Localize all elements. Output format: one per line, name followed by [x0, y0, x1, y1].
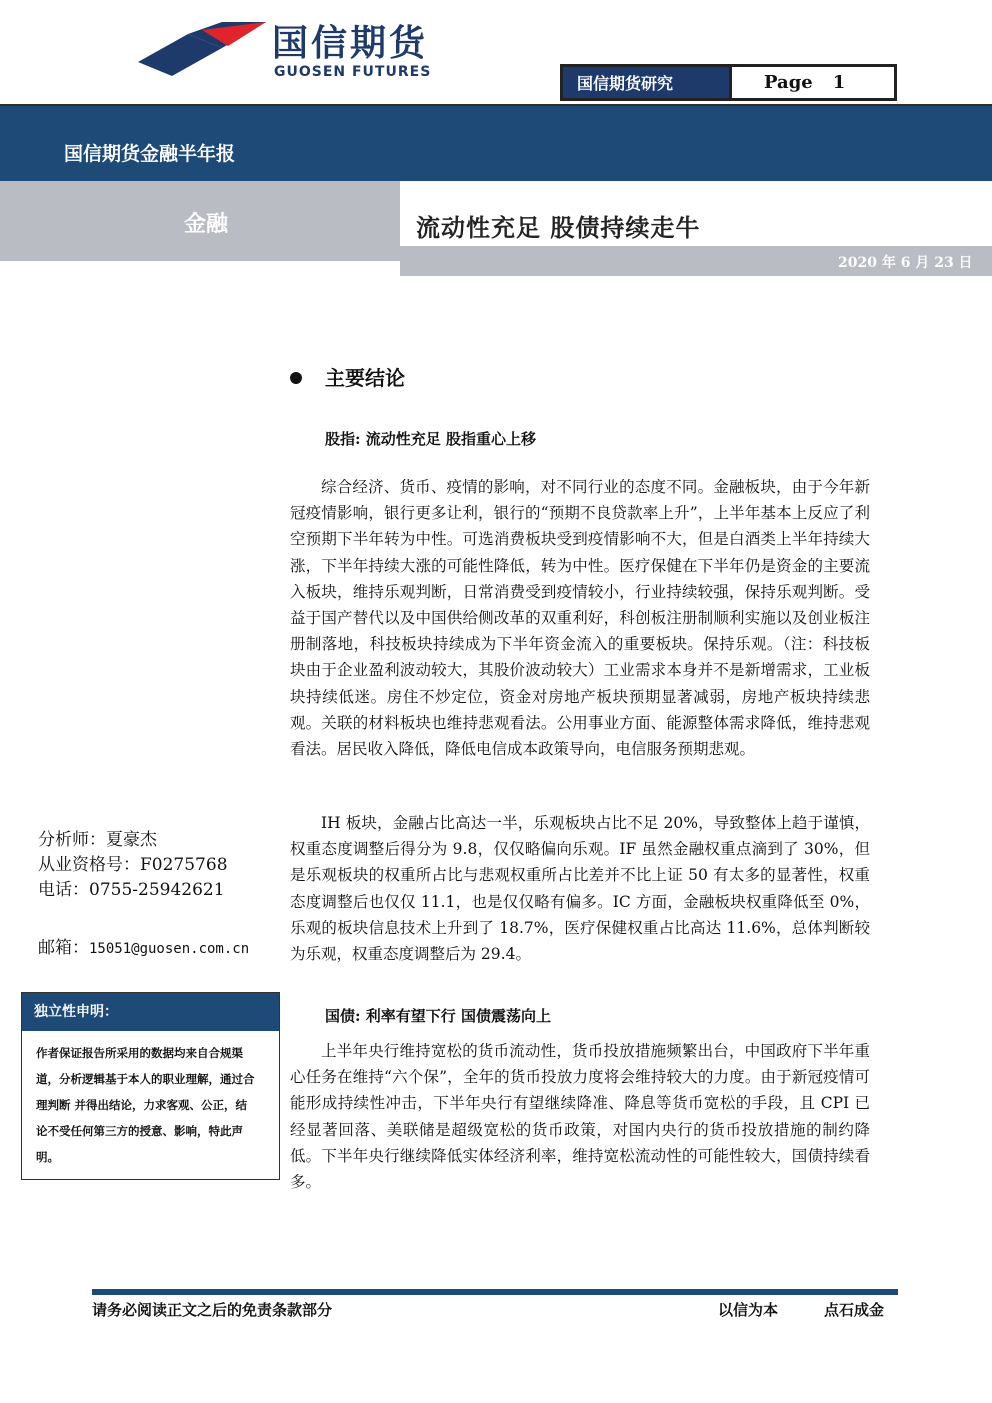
- independence-title: 独立性申明：: [22, 993, 279, 1031]
- report-date: 2020 年 6 月 23 日: [838, 255, 973, 271]
- paragraph-bond-1: [290, 1038, 870, 1195]
- logo-english-name: GUOSEN FUTURES: [274, 64, 432, 80]
- license-label: 从业资格号：: [38, 855, 140, 875]
- phone-value: 0755-25942621: [89, 880, 225, 900]
- page-title: 流动性充足 股债持续走牛: [416, 213, 701, 242]
- footer-divider: [92, 1289, 898, 1295]
- email-row: [38, 933, 249, 958]
- license-row: [38, 853, 228, 878]
- page-indicator: [729, 67, 894, 98]
- research-label: 国信期货研究: [563, 67, 729, 98]
- subsection-title-index: 股指: 流动性充足 股指重心上移: [325, 430, 536, 448]
- footer-motto-2: 点石成金: [824, 1301, 885, 1319]
- independence-text: 作者保证报告所采用的数据均来自合规渠道，分析逻辑基于本人的职业理解，通过合理判断 并得出结论，力求客观、公正，结论不受任何第三方的授意、影响，特此声明。: [36, 1046, 255, 1164]
- paragraph-text: 上半年央行维持宽松的货币流动性，货币投放措施频繁出台，中国政府下半年重心任务在维持“六个保”，全年的货币投放力度将会维持较大的力度。由于新冠疫情可能形成持续性冲击，下半年央行有望继续降准、降息等货币宽松的手段，且 CPI 已经显著回落、美联储是超级宽松的货币政策，对国内央行的货币投放措施的制约降低。下半年央行继续降低实体经济利率，维持宽松流动性的可能性较大，国债持续看多。: [290, 1042, 870, 1192]
- paragraph-text: 综合经济、货币、疫情的影响，对不同行业的态度不同。金融板块，由于今年新冠疫情影响，银行更多让利，银行的“预期不良贷款率上升”，上半年基本上反应了利空预期下半年转为中性。可选消费板块受到疫情影响不大，但是白酒类上半年持续大涨，下半年持续大涨的可能性降低，转为中性。医疗保健在下半年仍是资金的主要流入板块，维持乐观判断，日常消费受到疫情较小，行业持续较强，保持乐观判断。受益于国产替代以及中国供给侧改革的双重利好，科创板注册制顺利实施以及创业板注册制落地，科技板块持续成为下半年资金流入的重要板块。保持乐观。（注：科技板块由于企业盈利波动较大，其股价波动较大）工业需求本身并不是新增需求，工业板块持续低迷。房住不炒定位，资金对房地产板块预期显著减弱，房地产板块持续悲观。关联的材料板块也维持悲观看法。公用事业方面、能源整体需求降低，维持悲观看法。居民收入降低，降低电信成本政策导向，电信服务预期悲观。: [290, 478, 870, 759]
- email-label: 邮箱：: [38, 938, 89, 958]
- paragraph-text: IH 板块，金融占比高达一半，乐观板块占比不足 20%，导致整体上趋于谨慎，权重态度调整后得分为 9.8，仅仅略偏向乐观。IF 虽然金融权重点滴到了 30%，但是乐观板块的权重所占比与悲观权重所占比差并不比上证 50 有太多的显著性，权重态度调整后也仅仅 11.1，也是仅仅略有偏多。IC 方面，金融板块权重降低至 0%，乐观的板块信息技术上升到了 18.7%，医疗保健权重占比高达 11.6%，总体判断较为乐观，权重态度调整后为 29.4。: [290, 814, 870, 964]
- email-link[interactable]: 15051@guosen.com.cn: [89, 941, 250, 957]
- phone-label: 电话：: [38, 880, 89, 900]
- subsection-title-bond: 国债: 利率有望下行 国债震荡向上: [325, 1007, 551, 1025]
- sector-label: 金融: [184, 211, 229, 237]
- research-page-box: [560, 64, 897, 101]
- analyst-label: 分析师：: [38, 830, 106, 850]
- bullet-icon: [290, 372, 302, 384]
- license-value: F0275768: [140, 855, 228, 875]
- analyst-row: [38, 828, 228, 853]
- page-number: 1: [832, 72, 846, 93]
- footer-disclaimer: 请务必阅读正文之后的免责条款部分: [92, 1301, 333, 1319]
- section-title: 主要结论: [325, 366, 405, 390]
- analyst-name: 夏豪杰: [106, 830, 157, 850]
- paragraph-index-2: [290, 810, 870, 967]
- paragraph-index-1: [290, 474, 870, 762]
- page-label: Page: [764, 72, 813, 93]
- phone-row: [38, 878, 228, 903]
- footer-motto-1: 以信为本: [718, 1301, 779, 1319]
- guosen-logo-icon: [138, 22, 266, 80]
- analyst-info: [38, 828, 228, 903]
- report-type-title: 国信期货金融半年报: [64, 143, 236, 165]
- logo-chinese-name: 国信期货: [272, 23, 429, 64]
